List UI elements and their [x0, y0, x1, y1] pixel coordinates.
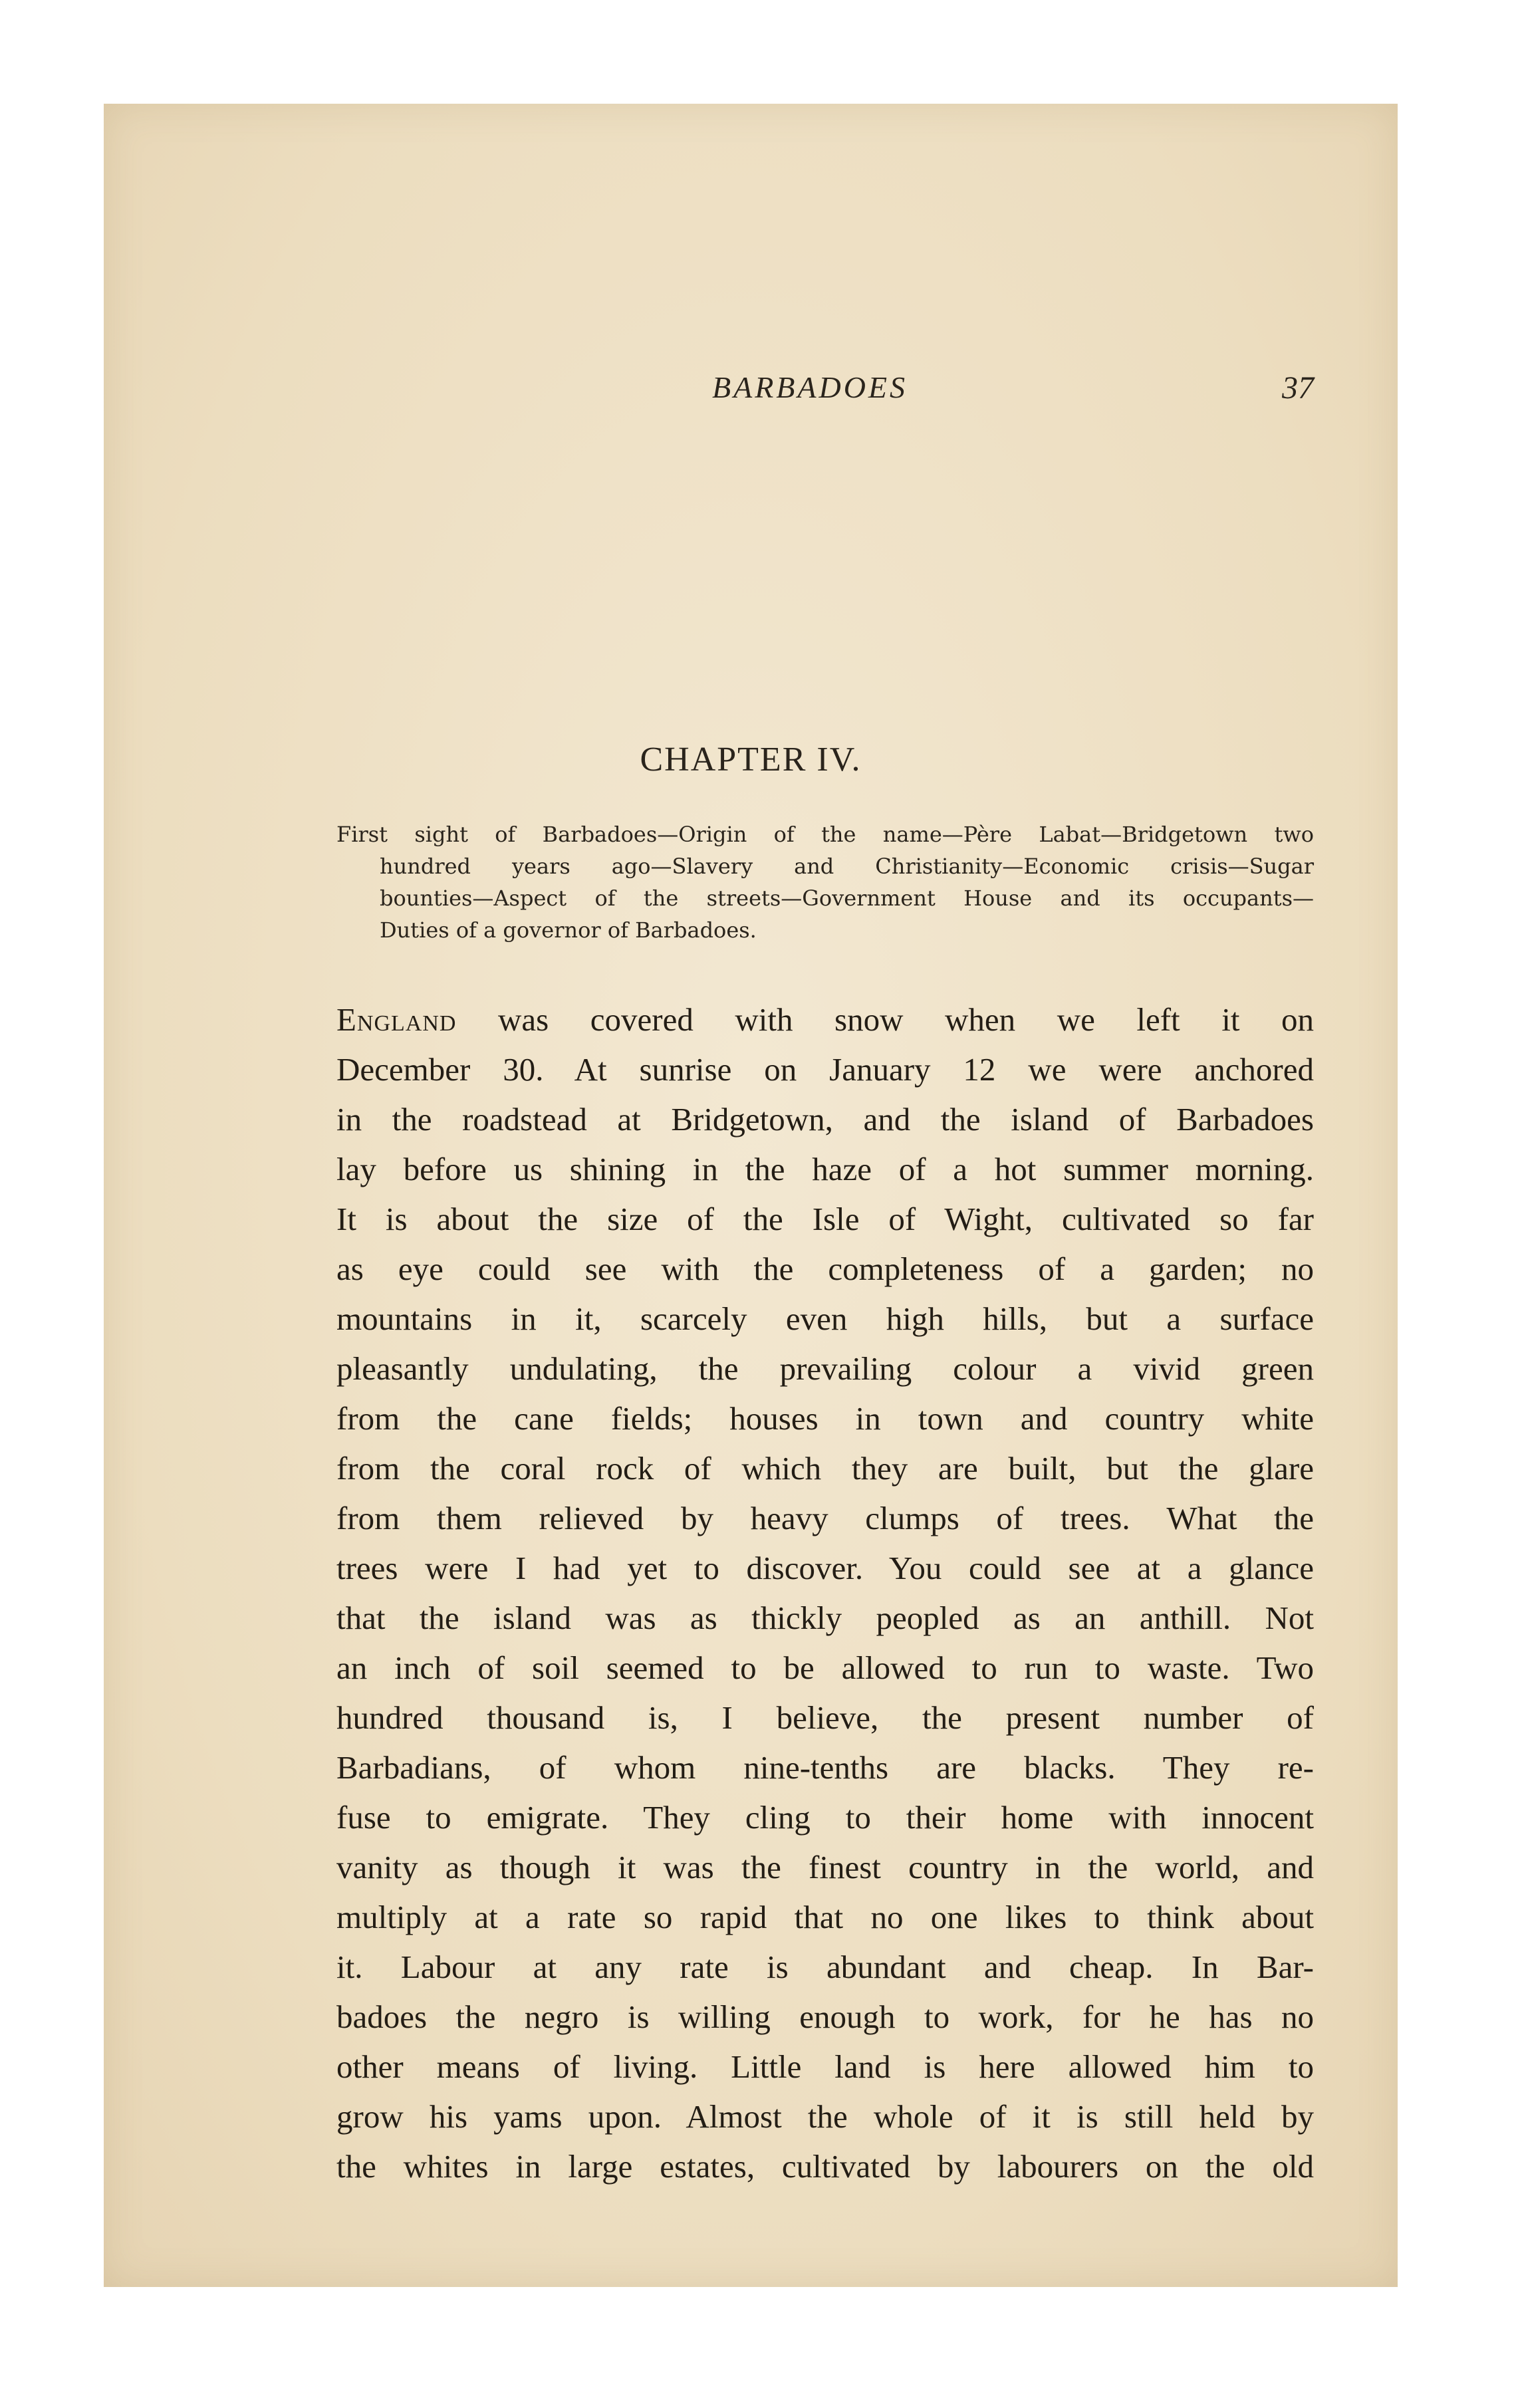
body-text [336, 995, 1314, 2191]
summary-line: hundred years ago—Slavery and Christianity—Economic crisis—Sugar [380, 854, 1314, 879]
book-page [104, 104, 1398, 2287]
summary-line: bounties—Aspect of the streets—Government House and its occupants— [380, 886, 1314, 911]
body-line: vanity as though it was the finest country in the world, and [336, 1849, 1314, 1885]
page-number: 37 [1282, 370, 1314, 406]
body-line: other means of living. Little land is here allowed him to [336, 2048, 1314, 2085]
body-line: grow his yams upon. Almost the whole of it is still held by [336, 2098, 1314, 2135]
body-line: in the roadstead at Bridgetown, and the island of Barbadoes [336, 1101, 1314, 1138]
running-head [330, 370, 1314, 416]
body-line: pleasantly undulating, the prevailing colour a vivid green [336, 1350, 1314, 1387]
body-line: fuse to emigrate. They cling to their home with innocent [336, 1799, 1314, 1836]
running-title: BARBADOES [712, 370, 908, 404]
summary-line: First sight of Barbadoes—Origin of the name—Père Labat—Bridgetown two [336, 822, 1314, 847]
body-line: from them relieved by heavy clumps of trees. What the [336, 1500, 1314, 1536]
body-line: from the cane fields; houses in town and country white [336, 1400, 1314, 1437]
body-line: trees were I had yet to discover. You could see at a glance [336, 1550, 1314, 1586]
body-line: hundred thousand is, I believe, the present number of [336, 1699, 1314, 1736]
body-line: lay before us shining in the haze of a hot summer morning. [336, 1151, 1314, 1187]
body-line: that the island was as thickly peopled as an anthill. Not [336, 1600, 1314, 1636]
body-line: an inch of soil seemed to be allowed to run to waste. Two [336, 1649, 1314, 1686]
body-line: Barbadians, of whom nine-tenths are blacks. They re- [336, 1749, 1314, 1786]
body-line: mountains in it, scarcely even high hills, but a surface [336, 1300, 1314, 1337]
chapter-heading: CHAPTER IV. [640, 741, 862, 779]
chapter-summary [336, 818, 1314, 946]
body-line: the whites in large estates, cultivated by labourers on the old [336, 2148, 1314, 2185]
first-line-rest: was covered with snow when we left it on [456, 1001, 1314, 1038]
body-line: from the coral rock of which they are built, but the glare [336, 1450, 1314, 1487]
body-line: as eye could see with the completeness of a garden; no [336, 1251, 1314, 1287]
body-line: It is about the size of the Isle of Wight, cultivated so far [336, 1201, 1314, 1237]
body-line-first [336, 995, 1314, 1044]
opening-word: England [336, 1001, 457, 1038]
body-line: it. Labour at any rate is abundant and cheap. In Bar- [336, 1949, 1314, 1985]
summary-line: Duties of a governor of Barbadoes. [380, 917, 757, 943]
body-line: badoes the negro is willing enough to work, for he has no [336, 1998, 1314, 2035]
body-line: December 30. At sunrise on January 12 we were anchored [336, 1051, 1314, 1088]
body-line: multiply at a rate so rapid that no one likes to think about [336, 1899, 1314, 1935]
